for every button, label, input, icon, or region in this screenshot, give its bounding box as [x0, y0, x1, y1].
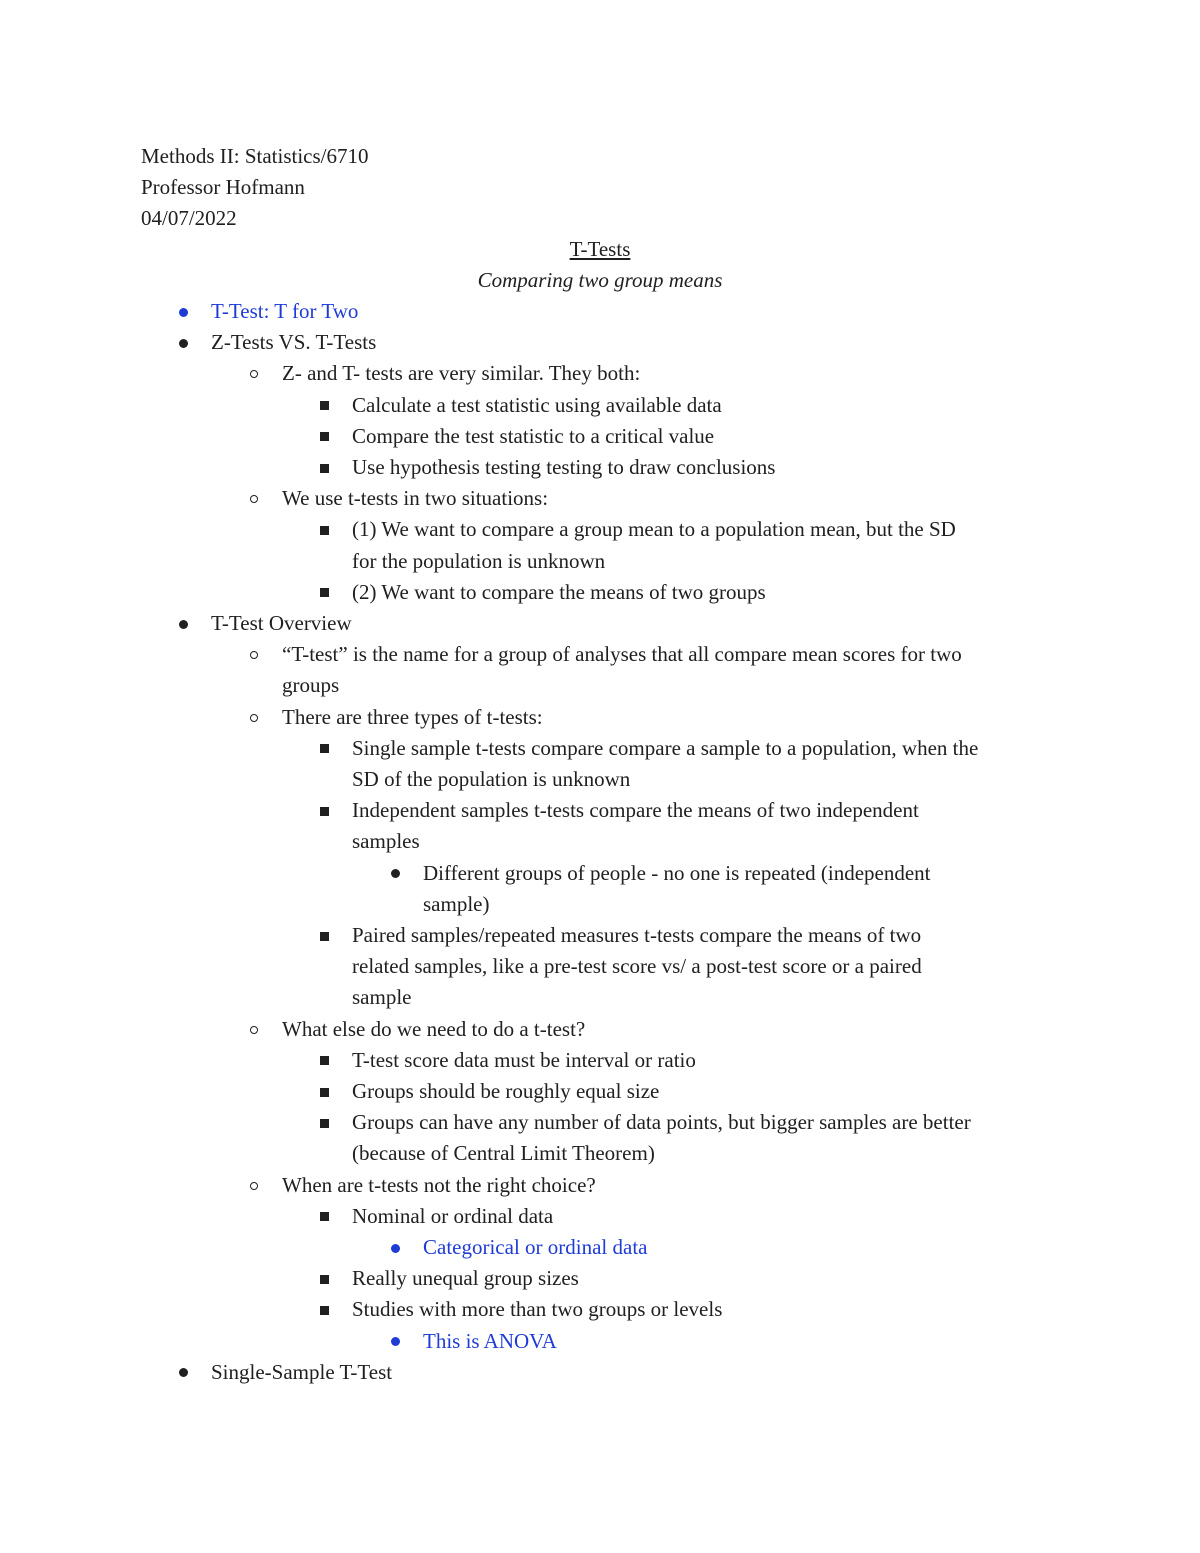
- filled-bullet-icon: [391, 869, 400, 878]
- hollow-bullet-icon: [250, 1182, 258, 1190]
- filled-bullet-icon: [179, 308, 188, 317]
- outline-line-text: Studies with more than two groups or levels: [352, 1297, 723, 1322]
- hollow-bullet-icon: [250, 370, 258, 378]
- outline-line-text: When are t-tests not the right choice?: [282, 1172, 596, 1197]
- square-bullet-icon: [320, 1119, 329, 1128]
- filled-bullet-icon: [179, 1368, 188, 1377]
- page-subtitle: Comparing two group means: [477, 268, 723, 292]
- outline-line-text: We use t-tests in two situations:: [282, 486, 549, 511]
- outline-line-text: Single-Sample T-Test: [211, 1359, 393, 1384]
- outline-line-text: (because of Central Limit Theorem): [352, 1141, 655, 1166]
- outline-line-text: sample: [352, 985, 412, 1010]
- outline-line-text: Calculate a test statistic using available data: [352, 392, 722, 417]
- outline-line-text: Groups should be roughly equal size: [352, 1079, 660, 1103]
- outline-line-text: Groups can have any number of data points, but bigger samples are better: [352, 1110, 971, 1135]
- outline-line-text: Use hypothesis testing testing to draw conclusions: [352, 455, 776, 479]
- hollow-bullet-icon: [250, 1026, 258, 1034]
- hollow-bullet-icon: [250, 495, 258, 503]
- outline-line-text: (2) We want to compare the means of two groups: [352, 579, 766, 604]
- outline-line-text: Independent samples t-tests compare the means of two independent: [352, 798, 919, 823]
- outline-line-text: Nominal or ordinal data: [352, 1203, 554, 1228]
- outline-line-text: Z- and T- tests are very similar. They both:: [282, 361, 641, 386]
- square-bullet-icon: [320, 401, 329, 410]
- square-bullet-icon: [320, 807, 329, 816]
- square-bullet-icon: [320, 526, 329, 535]
- page-title: T-Tests: [569, 237, 631, 261]
- hollow-bullet-icon: [250, 651, 258, 659]
- outline-line-text: samples: [352, 829, 420, 854]
- document-date: 04/07/2022: [141, 206, 237, 230]
- outline-line-text: sample): [423, 891, 490, 916]
- square-bullet-icon: [320, 1275, 329, 1284]
- outline-line-text: Z-Tests VS. T-Tests: [211, 330, 377, 355]
- outline-line-text: for the population is unknown: [352, 548, 606, 573]
- square-bullet-icon: [320, 744, 329, 753]
- square-bullet-icon: [320, 464, 329, 473]
- outline-line-text: Really unequal group sizes: [352, 1266, 579, 1291]
- professor-name: Professor Hofmann: [141, 175, 305, 199]
- square-bullet-icon: [320, 1088, 329, 1097]
- outline-line-text: This is ANOVA: [423, 1328, 557, 1353]
- outline-line-text: What else do we need to do a t-test?: [282, 1016, 586, 1041]
- outline-line-text: There are three types of t-tests:: [282, 704, 543, 729]
- square-bullet-icon: [320, 1056, 329, 1065]
- outline-line-text: SD of the population is unknown: [352, 767, 631, 791]
- filled-bullet-icon: [391, 1244, 400, 1253]
- square-bullet-icon: [320, 932, 329, 941]
- filled-bullet-icon: [179, 339, 188, 348]
- square-bullet-icon: [320, 588, 329, 597]
- square-bullet-icon: [320, 432, 329, 441]
- hollow-bullet-icon: [250, 714, 258, 722]
- outline-line-text: Categorical or ordinal data: [423, 1235, 648, 1259]
- filled-bullet-icon: [391, 1337, 400, 1346]
- outline-line-text: T-Test Overview: [211, 611, 352, 635]
- outline-line-text: related samples, like a pre-test score vs/ a post-test score or a paired: [352, 954, 922, 979]
- outline-line-text: “T-test” is the name for a group of analyses that all compare mean scores for two: [282, 642, 962, 667]
- outline-line-text: T-test score data must be interval or ratio: [352, 1047, 696, 1072]
- outline-line-text: T-Test: T for Two: [211, 299, 359, 323]
- outline-line-text: Different groups of people - no one is repeated (independent: [423, 860, 931, 885]
- outline-line-text: groups: [282, 673, 340, 698]
- outline-line-text: (1) We want to compare a group mean to a population mean, but the SD: [352, 517, 956, 542]
- outline-line-text: Single sample t-tests compare compare a sample to a population, when the: [352, 735, 979, 760]
- outline-line-text: Compare the test statistic to a critical value: [352, 423, 715, 448]
- outline-line-text: Paired samples/repeated measures t-tests compare the means of two: [352, 923, 922, 947]
- course-title: Methods II: Statistics/6710: [141, 144, 369, 168]
- square-bullet-icon: [320, 1306, 329, 1315]
- filled-bullet-icon: [179, 620, 188, 629]
- square-bullet-icon: [320, 1212, 329, 1221]
